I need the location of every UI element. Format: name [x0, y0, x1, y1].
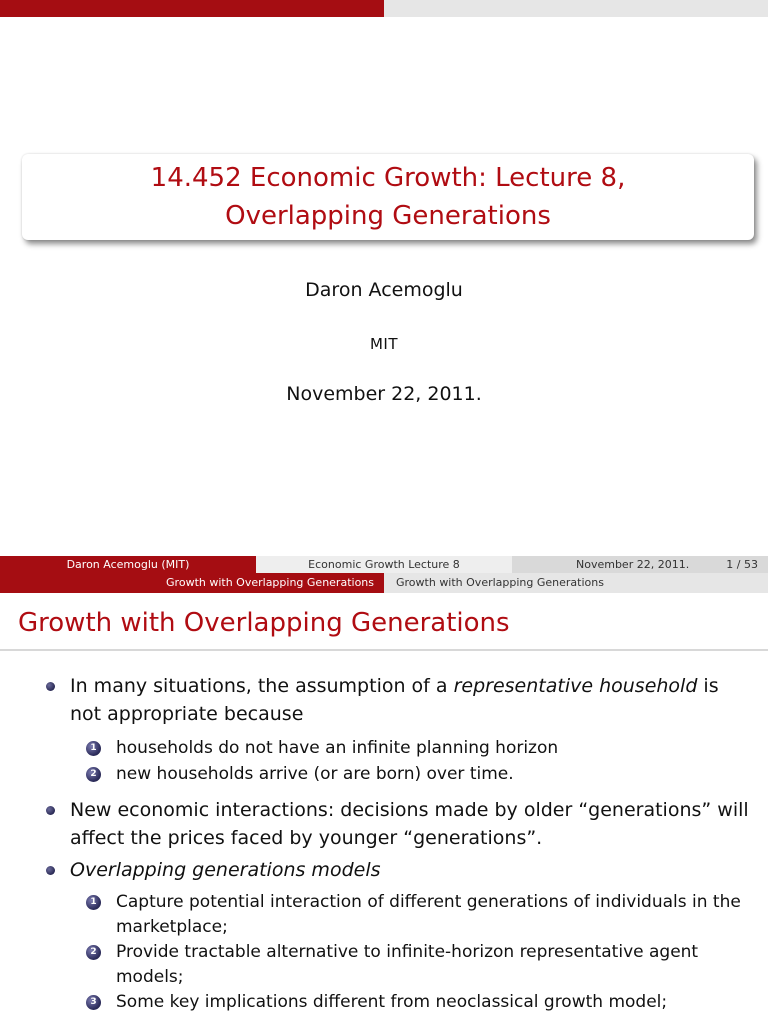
bullet-text	[70, 856, 750, 884]
top-bar-gray-segment	[384, 0, 768, 17]
bullet-text: New economic interactions: decisions made by older “generations” will affect the prices faced by younger “generations”.	[70, 799, 749, 849]
footer-author: Daron Acemoglu (MIT)	[0, 556, 256, 573]
enum-ball-icon: 2	[86, 945, 101, 960]
sub-item-text: new households arrive (or are born) over time.	[116, 764, 514, 784]
frame-title: Growth with Overlapping Generations	[18, 608, 510, 638]
slide-footer	[0, 556, 768, 573]
author-name: Daron Acemoglu	[305, 279, 463, 301]
bullet-text-part: is not appropriate because	[70, 675, 719, 725]
top-bar-red-segment	[0, 0, 384, 17]
enum-ball-icon: 2	[86, 767, 101, 782]
presentation-date: November 22, 2011.	[286, 383, 482, 405]
section-nav-bar	[0, 573, 768, 593]
sub-item-text: households do not have an infinite planning horizon	[116, 738, 559, 758]
bullet-text	[70, 672, 750, 728]
bullet-dot-icon	[46, 806, 55, 815]
enum-ball-icon: 1	[86, 895, 101, 910]
bullet-emphasis: Overlapping generations models	[70, 859, 381, 881]
title-box	[22, 154, 754, 240]
nav-subsection[interactable]: Growth with Overlapping Generations	[384, 573, 768, 593]
footer-date-page	[512, 556, 768, 573]
bullet-dot-icon	[46, 682, 55, 691]
frame-title-divider	[0, 649, 768, 651]
affiliation: MIT	[369, 335, 399, 353]
enum-ball-icon: 1	[86, 741, 101, 756]
bullet-dot-icon	[46, 866, 55, 875]
bullet-emphasis: representative household	[453, 675, 698, 697]
top-progress-bar	[0, 0, 768, 17]
slide-title: 14.452 Economic Growth: Lecture 8, Overlapping Generations	[150, 163, 626, 231]
footer-page-number: 1 / 53	[726, 558, 758, 571]
footer-short-title: Economic Growth Lecture 8	[256, 556, 512, 573]
enum-ball-icon: 3	[86, 995, 101, 1010]
sub-item-text: Some key implications different from neoclassical growth model;	[116, 992, 668, 1012]
footer-date: November 22, 2011.	[576, 558, 690, 571]
sub-item-text: Capture potential interaction of different generations of individuals in the marketplace;	[116, 892, 741, 937]
nav-section[interactable]: Growth with Overlapping Generations	[0, 573, 384, 593]
bullet-text-part: In many situations, the assumption of a	[70, 675, 454, 697]
sub-item-text: Provide tractable alternative to infinite-horizon representative agent models;	[116, 942, 699, 987]
